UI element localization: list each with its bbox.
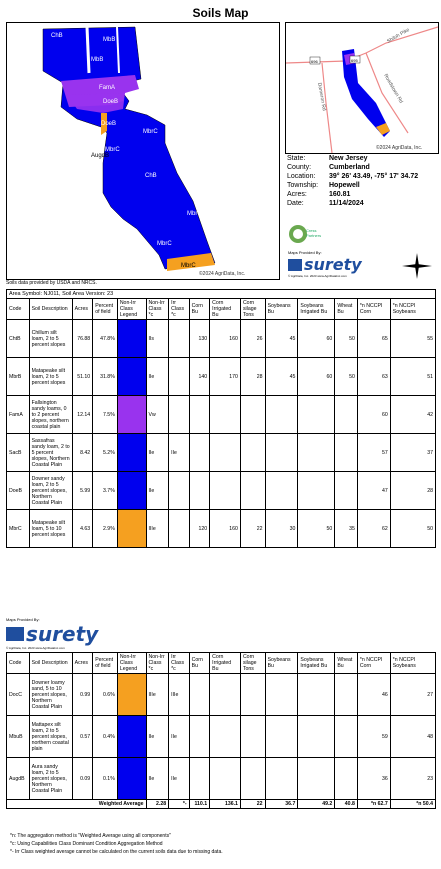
cell-pct: 2.9% [93,510,118,548]
cell-nccpic: 62 [357,510,390,548]
table-row [7,396,436,434]
cell-soy [265,472,298,510]
column-header: *n NCCPI Corn [357,299,390,320]
column-header: Corn Bu [189,653,210,674]
soils-table-continued [6,652,436,809]
column-header: Non-Irr Class *c [146,299,169,320]
weighted-nccpic: *n 62.7 [357,800,390,809]
cell-wheat [335,434,358,472]
cell-wheat [335,472,358,510]
cell-desc: Downer sandy loam, 2 to 5 percent slopes, Northern Coastal Plain [29,472,72,510]
cell-soyirr: 50 [298,510,335,548]
cell-acres: 5.99 [72,472,93,510]
column-header: Acres [72,653,93,674]
cell-soyirr [298,396,335,434]
label-mbrc2: MbrC [187,211,202,217]
cell-pct: 7.5% [93,396,118,434]
cell-corn [189,472,210,510]
cell-corn [189,716,210,758]
cell-nonirr: IIe [146,716,169,758]
cell-code: MbuB [7,716,30,758]
column-header: Soybeans Bu [265,299,298,320]
date-value: 11/14/2024 [329,200,364,207]
weighted-soyirr: 49.2 [298,800,335,809]
cell-pct: 0.4% [93,716,118,758]
cell-pct: 31.8% [93,358,118,396]
column-header: Soil Description [29,299,72,320]
cell-wheat [335,758,358,800]
cell-nonirr: IIe [146,434,169,472]
cell-soy [265,758,298,800]
cell-nccpis: 48 [390,716,435,758]
cell-nonirr: IIs [146,320,169,358]
surety-brand-2: surety [26,622,99,646]
class-legend-swatch [117,434,146,472]
weighted-nccpis: *n 50.4 [390,800,435,809]
weighted-average-label: Weighted Average [7,800,147,809]
label-augdb: AugdB [91,153,110,159]
cell-corn [189,674,210,716]
label-mbb-upper: MbB [91,57,104,63]
table-row [7,320,436,358]
cress-text: Cress Partners [306,228,322,238]
weighted-cornirr: 136.1 [210,800,241,809]
cell-nccpis: 42 [390,396,435,434]
column-header: Percent of field [93,653,118,674]
acres-key: Acres: [287,191,307,198]
cell-acres: 12.14 [72,396,93,434]
township-key: Township: [287,182,319,189]
cell-nonirr: IIe [146,358,169,396]
cell-corn: 130 [189,320,210,358]
cell-cornirr [210,758,241,800]
class-legend-swatch [117,758,146,800]
label-mbrc3: MbrC [157,241,172,247]
surety-copy: © AgriData, Inc. 2023 www.AgriDataInc.com [288,274,347,278]
cell-silage [240,396,265,434]
cell-irr [169,396,190,434]
weighted-nonirr: 2.28 [146,800,169,809]
field-polygon [43,27,215,269]
label-mbrc-mid: MbrC [143,129,158,135]
cell-pct: 47.8% [93,320,118,358]
cell-nccpis: 50 [390,510,435,548]
cell-acres: 0.57 [72,716,93,758]
cell-soy [265,716,298,758]
cell-nccpic: 57 [357,434,390,472]
cell-wheat [335,716,358,758]
cell-cornirr: 160 [210,320,241,358]
cell-corn: 140 [189,358,210,396]
cell-cornirr [210,434,241,472]
cell-nccpic: 59 [357,716,390,758]
cell-corn [189,396,210,434]
cell-soyirr: 60 [298,320,335,358]
cell-cornirr [210,396,241,434]
table-row [7,358,436,396]
cell-code: FamA [7,396,30,434]
class-legend-swatch [117,396,146,434]
road-shiloh: Shiloh Pike [386,27,411,45]
state-key: State: [287,155,306,162]
area-symbol: Area Symbol: NJ011, Soil Area Version: 23 [6,289,436,298]
table-row [7,758,436,800]
loc-copyright: ©2024 AgriData, Inc. [376,145,423,151]
cell-pct: 0.1% [93,758,118,800]
label-famA: FamA [99,85,116,91]
surety-mark-icon-2 [6,627,24,641]
location-key: Location: [287,173,316,180]
cell-cornirr [210,674,241,716]
page-title: Soils Map [192,6,249,20]
data-credits: Soils data provided by USDA and NRCS. [6,280,97,286]
cell-nonirr: IIIe [146,674,169,716]
label-chb2: ChB [145,173,157,179]
column-header: Corn Irrigated Bu [210,653,241,674]
table-header-row-2 [7,653,436,674]
state-value: New Jersey [329,155,368,162]
label-mbb-top: MbB [103,37,116,43]
cell-code: AugdB [7,758,30,800]
cell-nccpic: 46 [357,674,390,716]
surety-logo-top [288,250,393,280]
cell-silage [240,472,265,510]
table-row [7,472,436,510]
label-chb1: ChB [51,33,63,39]
cell-pct: 3.7% [93,472,118,510]
maps-provided-by-2: Maps Provided By: [6,617,40,622]
label-mbrc-left: MbrC [105,147,120,153]
column-header: Soybeans Bu [265,653,298,674]
weighted-silage: 22 [240,800,265,809]
cell-cornirr [210,472,241,510]
column-header: Percent of field [93,299,118,320]
map-copyright: ©2024 AgriData, Inc. [199,271,246,277]
cell-nccpis: 51 [390,358,435,396]
cell-nccpis: 37 [390,434,435,472]
road-dameron: Dameron Rd [316,82,327,112]
column-header: Corn Bu [189,299,210,320]
class-legend-swatch [117,320,146,358]
cell-nccpis: 55 [390,320,435,358]
footnote-c: *c: Using Capabilities Class Dominant Condition Aggregation Method [10,841,163,847]
cell-cornirr: 160 [210,510,241,548]
class-legend-swatch [117,472,146,510]
cell-code: MbrB [7,358,30,396]
column-header: Wheat Bu [335,299,358,320]
cell-desc: Aura sandy loam, 2 to 5 percent slopes, Northern Coastal Plain [29,758,72,800]
column-header: Acres [72,299,93,320]
location-map[interactable] [285,22,439,154]
cell-wheat [335,674,358,716]
cell-corn [189,758,210,800]
surety-logo-bottom [6,617,136,649]
cell-desc: Matapeake silt loam, 2 to 5 percent slopes [29,358,72,396]
cell-nonirr: IIIe [146,510,169,548]
cell-soyirr [298,758,335,800]
cell-irr [169,510,190,548]
cell-code: ChtB [7,320,30,358]
class-legend-swatch [117,674,146,716]
cell-silage [240,758,265,800]
township-value: Hopewell [329,182,360,189]
location-map-graphic [286,23,438,153]
column-header: Wheat Bu [335,653,358,674]
cell-pct: 0.6% [93,674,118,716]
cell-soy [265,674,298,716]
cell-nccpic: 65 [357,320,390,358]
surety-brand: surety [304,255,362,274]
cell-nccpic: 47 [357,472,390,510]
class-legend-swatch [117,358,146,396]
cell-silage: 22 [240,510,265,548]
shield-696: 696 [311,59,318,64]
table-header-row [7,299,436,320]
column-header: *n NCCPI Soybeans [390,299,435,320]
cell-soy [265,434,298,472]
surety-mark-icon [288,259,302,271]
cell-desc: Fallsington sandy loams, 0 to 2 percent slopes, northern coastal plain [29,396,72,434]
cell-wheat: 50 [335,358,358,396]
cell-code: DoeB [7,472,30,510]
cell-nccpis: 27 [390,674,435,716]
cell-irr [169,320,190,358]
table-row [7,510,436,548]
maps-provided-by: Maps Provided By: [288,250,322,255]
cell-acres: 76.88 [72,320,93,358]
weighted-average-row [7,800,436,809]
soils-map[interactable] [6,22,280,280]
cell-desc: Mattapex silt loam, 2 to 5 percent slopes, northern coastal plain [29,716,72,758]
cell-soy [265,396,298,434]
cell-desc: Matapeake silt loam, 5 to 10 percent slopes [29,510,72,548]
table-row [7,716,436,758]
column-header: Soybeans Irrigated Bu [298,299,335,320]
cell-silage: 28 [240,358,265,396]
soils-table [6,298,436,548]
date-key: Date: [287,200,304,207]
cell-code: DocC [7,674,30,716]
cell-soyirr [298,434,335,472]
acres-value: 160.81 [329,191,351,198]
weighted-corn: 110.1 [189,800,210,809]
location-value: 39° 26' 43.49, -75° 17' 34.72 [329,173,419,180]
column-header: Non-Irr Class Legend [117,299,146,320]
cell-silage [240,434,265,472]
cell-nccpic: 60 [357,396,390,434]
cell-nonirr: IIe [146,758,169,800]
cell-acres: 0.09 [72,758,93,800]
cell-soy: 30 [265,510,298,548]
weighted-wheat: 40.8 [335,800,358,809]
cell-desc: Sassafras sandy loam, 2 to 5 percent slopes, Northern Coastal Plain [29,434,72,472]
class-legend-swatch [117,716,146,758]
column-header: Code [7,299,30,320]
surety-copy-2: © AgriData, Inc. 2023 www.AgriDataInc.com [6,646,65,650]
cell-nccpic: 36 [357,758,390,800]
cell-acres: 51.10 [72,358,93,396]
cell-code: SacB [7,434,30,472]
cell-wheat [335,396,358,434]
compass-icon [400,252,434,280]
column-header: Irr Class *c [169,299,190,320]
cell-irr [169,358,190,396]
column-header: *n NCCPI Soybeans [390,653,435,674]
weighted-soy: 36.7 [265,800,298,809]
column-header: Corn Irrigated Bu [210,299,241,320]
cress-partners-logo [288,222,328,246]
table-row [7,674,436,716]
cell-acres: 4.63 [72,510,93,548]
column-header: Soybeans Irrigated Bu [298,653,335,674]
footnote-n: *n: The aggregation method is "Weighted Average using all components" [10,833,171,839]
weighted-irr: *- [169,800,190,809]
cell-corn [189,434,210,472]
cell-silage [240,674,265,716]
label-mbrc-bottom: MbrC [181,263,196,269]
cell-nonirr: Vw [146,396,169,434]
cell-irr: IIIe [169,674,190,716]
column-header: Soil Description [29,653,72,674]
footnotes [10,832,435,856]
cell-acres: 0.99 [72,674,93,716]
cell-silage [240,716,265,758]
cell-cornirr [210,716,241,758]
cell-desc: Downer loamy sand, 5 to 10 percent slopes, Northern Coastal Plain [29,674,72,716]
cell-nccpic: 63 [357,358,390,396]
column-header: Corn silage Tons [240,299,265,320]
cell-corn: 120 [189,510,210,548]
cell-irr: IIe [169,758,190,800]
road-roadstown: Roadstown Rd [382,73,404,105]
column-header: Corn silage Tons [240,653,265,674]
cell-irr: IIe [169,434,190,472]
column-header: Code [7,653,30,674]
shield-695: 695 [351,58,358,63]
cell-soy: 45 [265,320,298,358]
cell-soyirr [298,674,335,716]
cell-silage: 26 [240,320,265,358]
cell-soyirr [298,716,335,758]
cell-code: MbrC [7,510,30,548]
county-value: Cumberland [329,164,370,171]
cell-pct: 5.2% [93,434,118,472]
cell-acres: 8.42 [72,434,93,472]
column-header: Non-Irr Class Legend [117,653,146,674]
label-doeB: DoeB [101,121,117,127]
label-doeB-purple: DoeB [103,99,119,105]
cell-soyirr [298,472,335,510]
cell-irr: IIe [169,716,190,758]
footnote-dash: *- Irr Class weighted average cannot be calculated on the current soils data due to missing data. [10,849,223,855]
cell-nccpis: 28 [390,472,435,510]
cell-nonirr: IIe [146,472,169,510]
soils-map-graphic [7,23,279,279]
location-info [287,154,437,208]
cell-soy: 45 [265,358,298,396]
column-header: *n NCCPI Corn [357,653,390,674]
cell-cornirr: 170 [210,358,241,396]
cell-desc: Chillum silt loam, 2 to 5 percent slopes [29,320,72,358]
cell-soyirr: 60 [298,358,335,396]
county-key: County: [287,164,312,171]
cell-wheat: 50 [335,320,358,358]
column-header: Irr Class *c [169,653,190,674]
table-row [7,434,436,472]
cell-wheat: 35 [335,510,358,548]
cell-irr [169,472,190,510]
cell-nccpis: 23 [390,758,435,800]
column-header: Non-Irr Class *c [146,653,169,674]
class-legend-swatch [117,510,146,548]
